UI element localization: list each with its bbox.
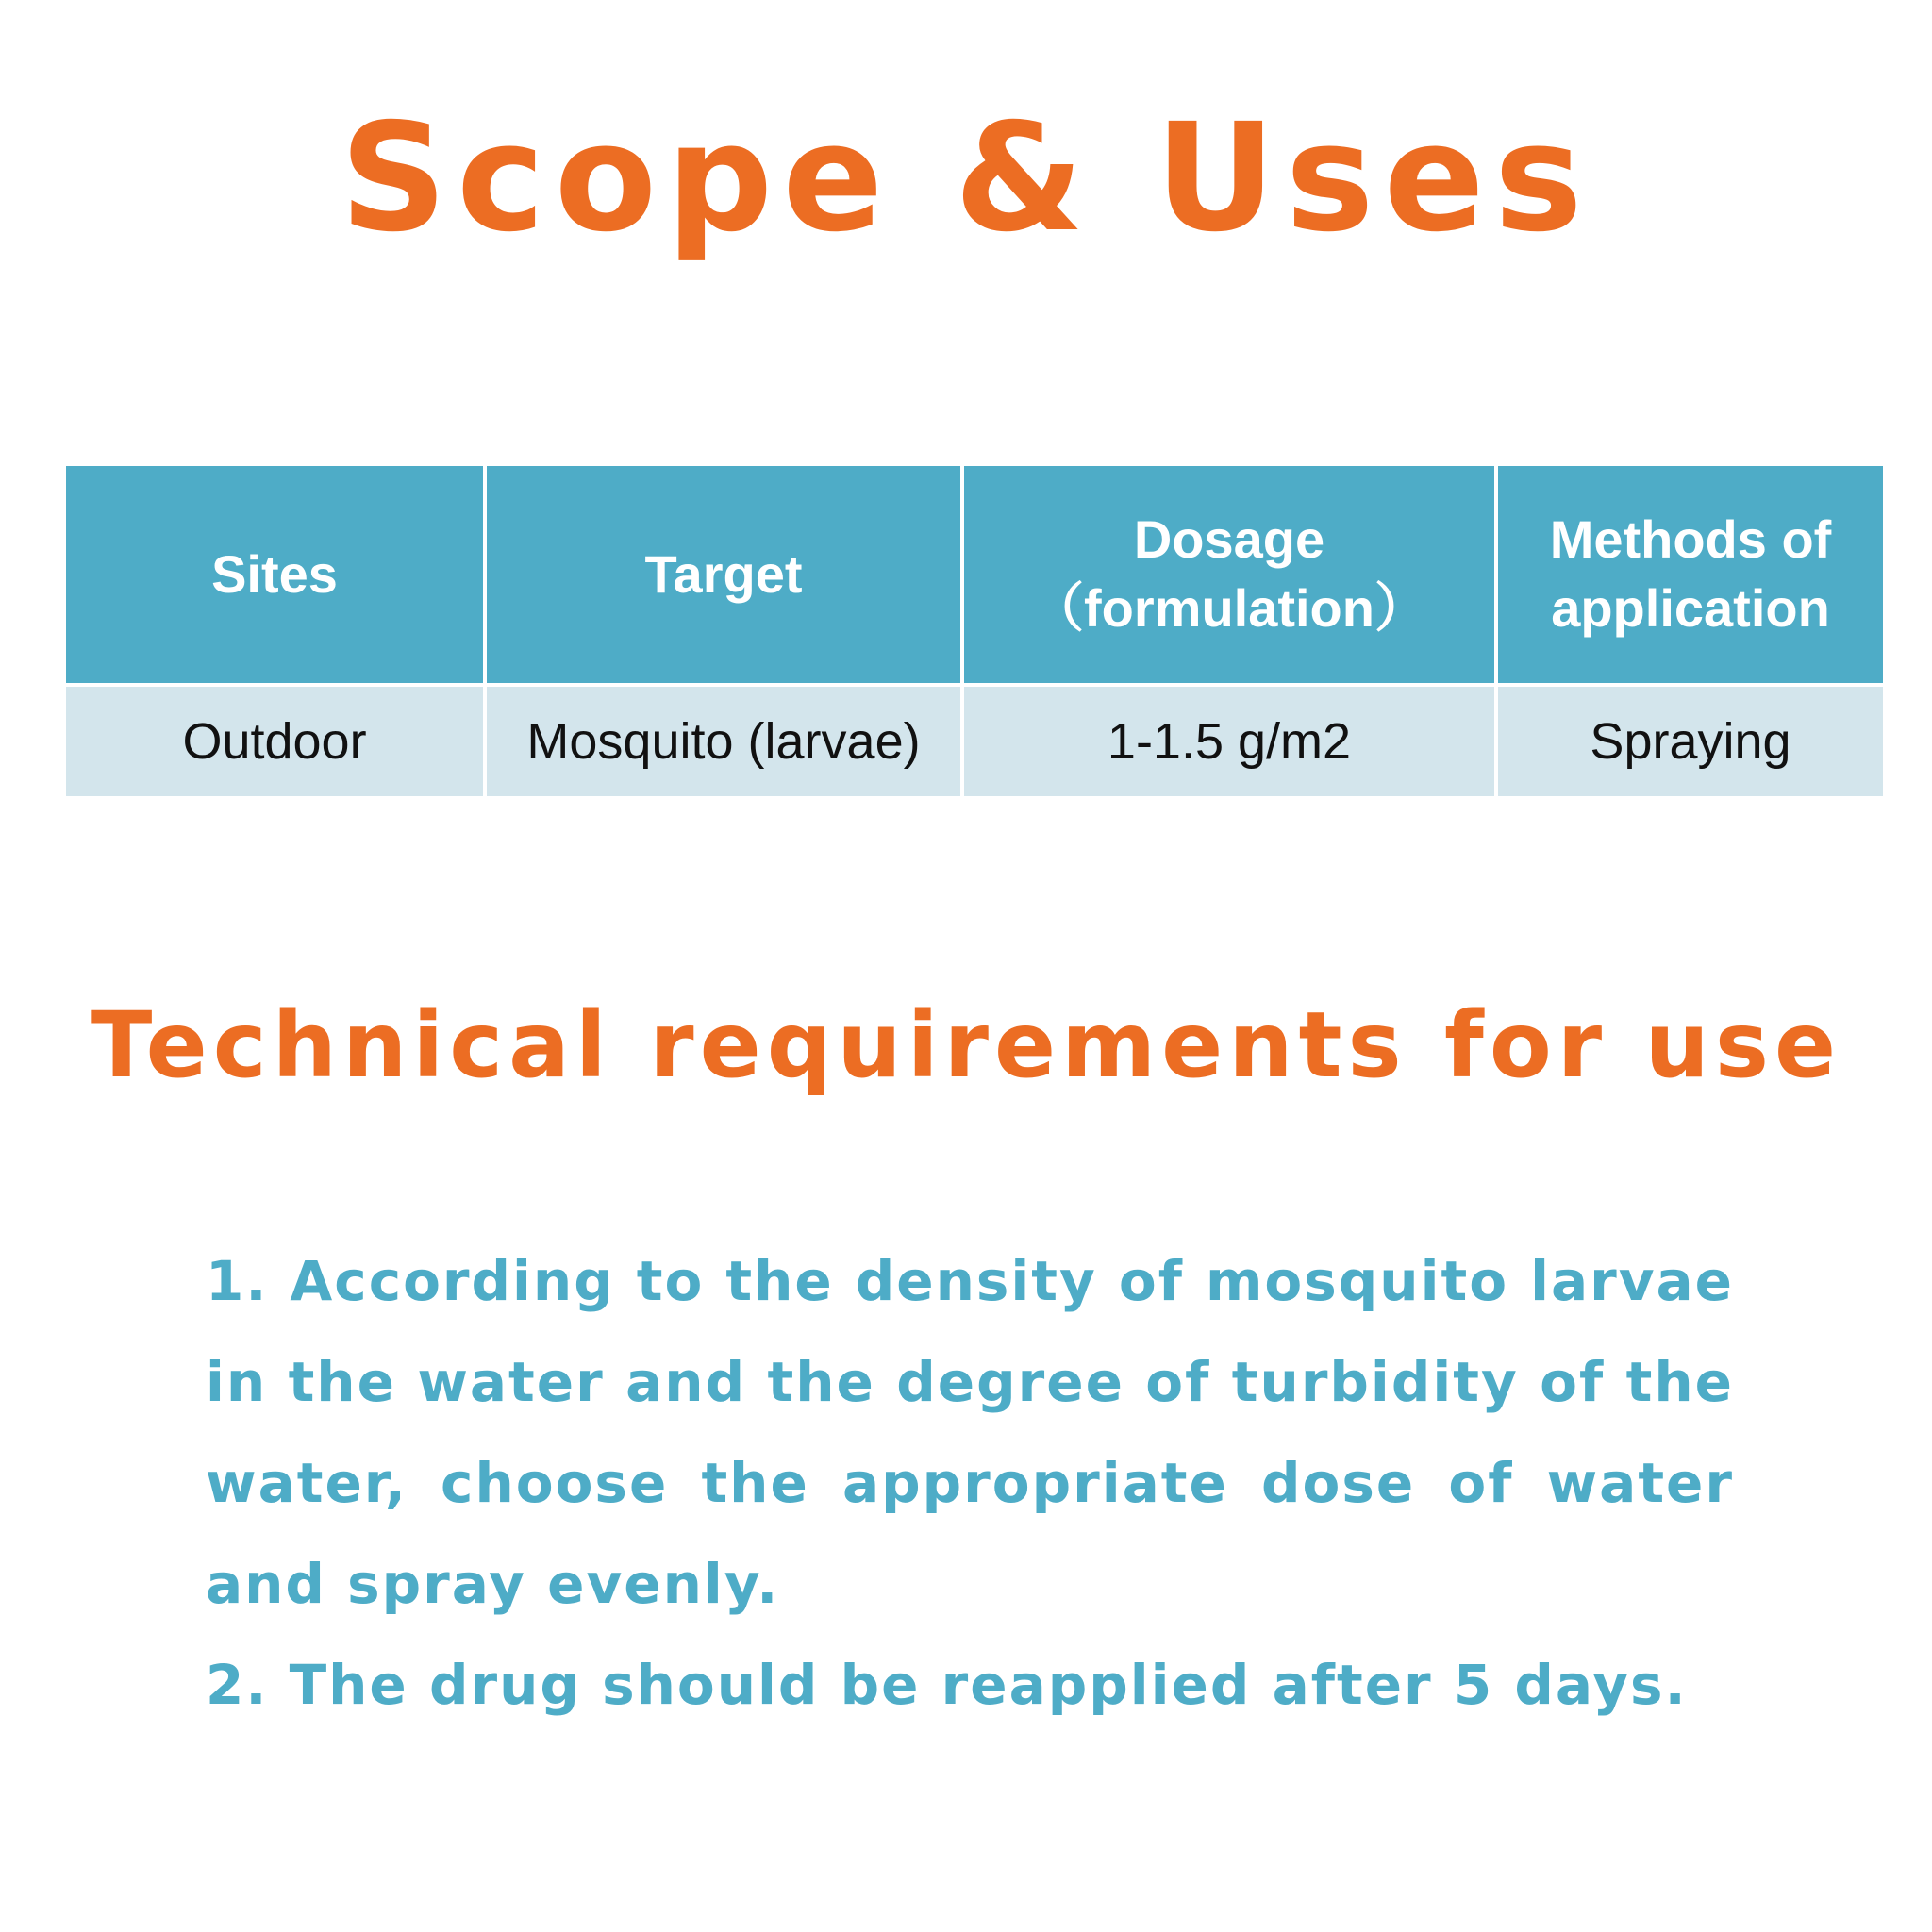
cell-dosage: 1-1.5 g/m2 [962,685,1496,798]
requirement-item: 2. The drug should be reapplied after 5 days. [206,1653,1688,1717]
header-dosage: Dosage （formulation） [962,464,1496,685]
scope-uses-table [62,462,1887,800]
section-subtitle: Technical requirements for use [90,992,1842,1098]
cell-target: Mosquito (larvae) [485,685,962,798]
cell-methods: Spraying [1496,685,1885,798]
requirements-list [206,1231,1734,1736]
table-header-row [64,464,1885,685]
header-target: Target [485,464,962,685]
page-title: Scope & Uses [340,92,1592,265]
table-row [64,685,1885,798]
cell-sites: Outdoor [64,685,485,798]
header-methods: Methods of application [1496,464,1885,685]
requirement-item: 1. According to the density of mosquito larvae in the water and the degree of turbidity of the water, choose the appropriate dose of water and spray evenly. [206,1249,1734,1616]
header-sites: Sites [64,464,485,685]
